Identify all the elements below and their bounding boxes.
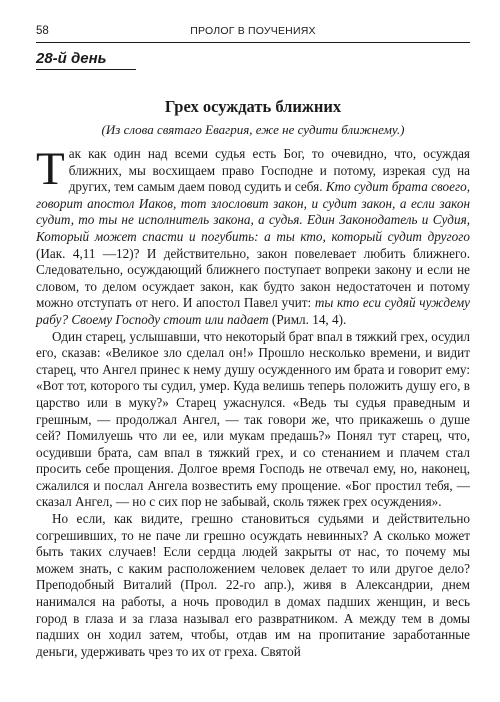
article-body (36, 143, 470, 660)
scripture-quote: ты кто еси судяй чуждему рабу? Своему Господу стоит или падает (36, 295, 470, 327)
paragraph-1 (36, 143, 470, 329)
paragraph-3: Но если, как видите, грешно становиться судьями и действительно согрешивших, то не паче ли грешно осуждать невинных? А сколько может быть таких случаев! Если сердца людей закрыты от нас, то почему мы можем знать, с каким расположением человек делает то или другое дело? Преподобный Виталий (Прол. 22-го апр.), живя в Александрии, днем нанимался на работы, а ночь проводил в домах падших женщин, и весь город в глаза и за глаза называл его развратником. А между тем в домы падших он ходил затем, чтобы, отдав им на пропитание заработанные деньги, удерживать чрез то их от греха. Святой (36, 511, 470, 659)
text-run: (Римл. 14, 4). (268, 311, 347, 327)
text-run: (Иак. 4,11 —12)? И действительно, закон повелевает любить ближнего. Следовательно, осуждающий ближнего поступает вопреки закону и если не словом, то делом осуждает закон, как будто закон недостаточен и потому можно отступать от него. И апостол Павел учит: (36, 245, 470, 311)
page-header (36, 22, 470, 43)
page-number: 58 (36, 25, 49, 37)
text-run: ак как один над всеми судья есть Бог, то очевидно, что, осуждая ближних, мы восхищаем право Господне и потому, изрекая суд на других, тем самым даем повод судить и себя. (68, 146, 470, 195)
article-title: Грех осуждать ближних (164, 97, 342, 116)
paragraph-2: Один старец, услышавши, что некоторый брат впал в тяжкий грех, осудил его, сказав: «Великое зло сделал он!» Прошло несколько времени, и видит старец, что Ангел принес к нему душу осужденного им брата и говорит ему: «Вот тот, которого ты судил, умер. Куда велишь теперь положить душу его, в царство или в муку?» Старец ужаснулся. «Ведь ты судья праведным и грешным, — продолжал Ангел, — так говори же, что прикажешь о душе сей? Помилуешь что ли ее, или мукам предашь?» Понял тут старец, что, осудивши брата, сам впал в тяжкий грех, и со стенанием и плачем стал просить себе прощения. Долгое время Господь не отвечал ему, но, наконец, сжалился и послал Ангела возвестить ему прощение. «Бог простил тебя, — сказал Ангел, — но с сих пор не забывай, сколь тяжек грех осуждения». (36, 328, 470, 510)
scripture-quote: Кто судит брата своего, говорит апостол Иаков, тот злословит закон, и судит закон, а если закон судит, то ты не исполнитель закона, а судья. Един Законодатель и Судия, Который может спасти и погубить: а ты кто, который судит другого (36, 179, 470, 244)
drop-cap: Т (36, 143, 65, 195)
running-title: ПРОЛОГ В ПОУЧЕНИЯХ (190, 25, 316, 37)
day-heading: 28-й день (36, 50, 136, 70)
paragraph-1-text (36, 143, 470, 327)
article-subtitle: (Из слова святаго Евагрия, еже не судити ближнему.) (101, 122, 405, 137)
